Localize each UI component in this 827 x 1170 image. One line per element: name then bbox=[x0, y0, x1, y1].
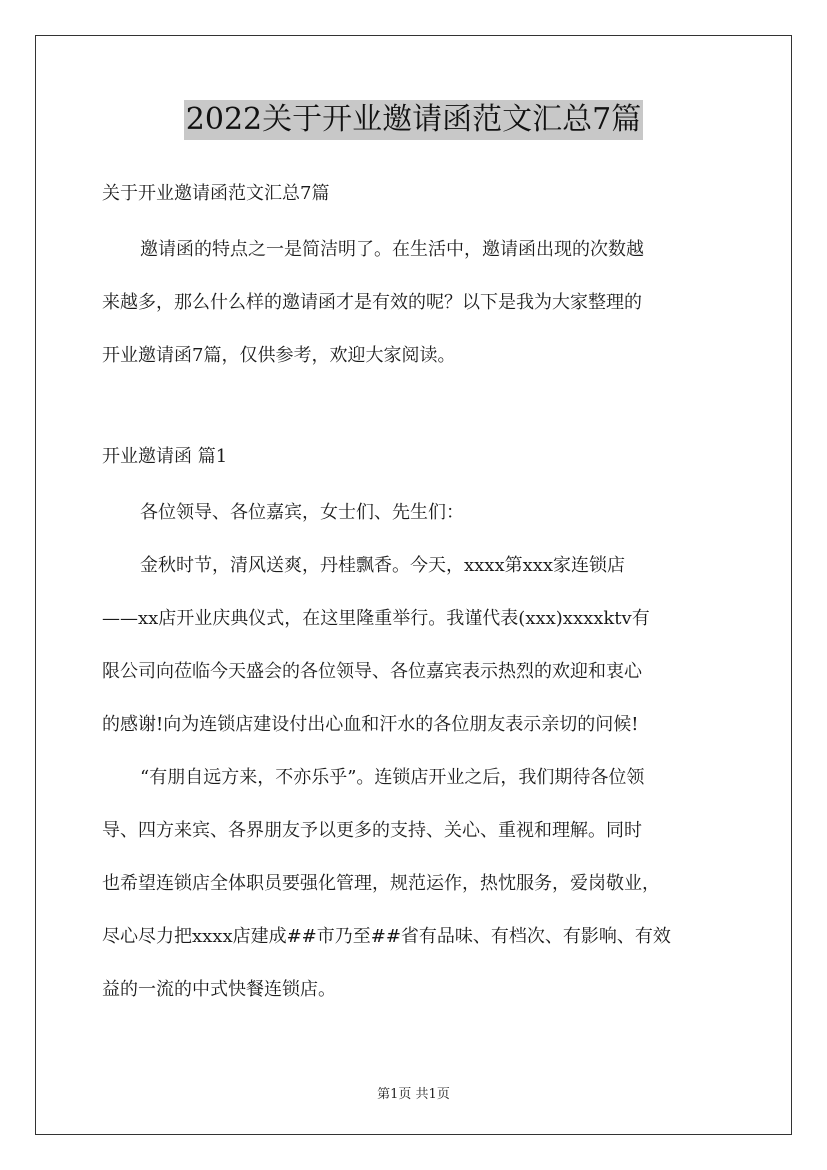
document-subtitle: 关于开业邀请函范文汇总7篇 bbox=[102, 183, 330, 204]
document-title: 2022关于开业邀请函范文汇总7篇 bbox=[184, 100, 643, 140]
paragraph-line: 导、四方来宾、各界朋友予以更多的支持、关心、重视和理解。同时 bbox=[102, 820, 642, 841]
paragraph-line: 也希望连锁店全体职员要强化管理，规范运作，热忱服务，爱岗敬业， bbox=[102, 873, 660, 894]
paragraph-line: 尽心尽力把xxxx店建成##市乃至##省有品味、有档次、有影响、有效 bbox=[102, 926, 671, 947]
page-footer: 第1页 共1页 bbox=[377, 1087, 450, 1102]
paragraph-line: 益的一流的中式快餐连锁店。 bbox=[102, 979, 336, 1000]
paragraph-line: “有朋自远方来，不亦乐乎”。连锁店开业之后，我们期待各位领 bbox=[140, 767, 645, 788]
intro-line: 邀请函的特点之一是简洁明了。在生活中，邀请函出现的次数越 bbox=[140, 239, 644, 260]
intro-line: 开业邀请函7篇，仅供参考，欢迎大家阅读。 bbox=[102, 345, 456, 366]
paragraph-line: 金秋时节，清风送爽，丹桂飘香。今天，xxxx第xxx家连锁店 bbox=[140, 555, 626, 576]
title-wrap bbox=[0, 100, 827, 140]
salutation: 各位领导、各位嘉宾，女士们、先生们： bbox=[140, 502, 464, 523]
intro-line: 来越多，那么什么样的邀请函才是有效的呢？以下是我为大家整理的 bbox=[102, 292, 642, 313]
paragraph-line: 的感谢!向为连锁店建设付出心血和汗水的各位朋友表示亲切的问候! bbox=[102, 714, 639, 735]
paragraph-line: 限公司向莅临今天盛会的各位领导、各位嘉宾表示热烈的欢迎和衷心 bbox=[102, 661, 642, 682]
spacer bbox=[102, 387, 728, 435]
document-body bbox=[102, 172, 728, 1021]
paragraph-line: ——xx店开业庆典仪式，在这里隆重举行。我谨代表(xxx)xxxxktv有 bbox=[102, 608, 650, 629]
section-heading: 开业邀请函 篇1 bbox=[102, 446, 228, 467]
